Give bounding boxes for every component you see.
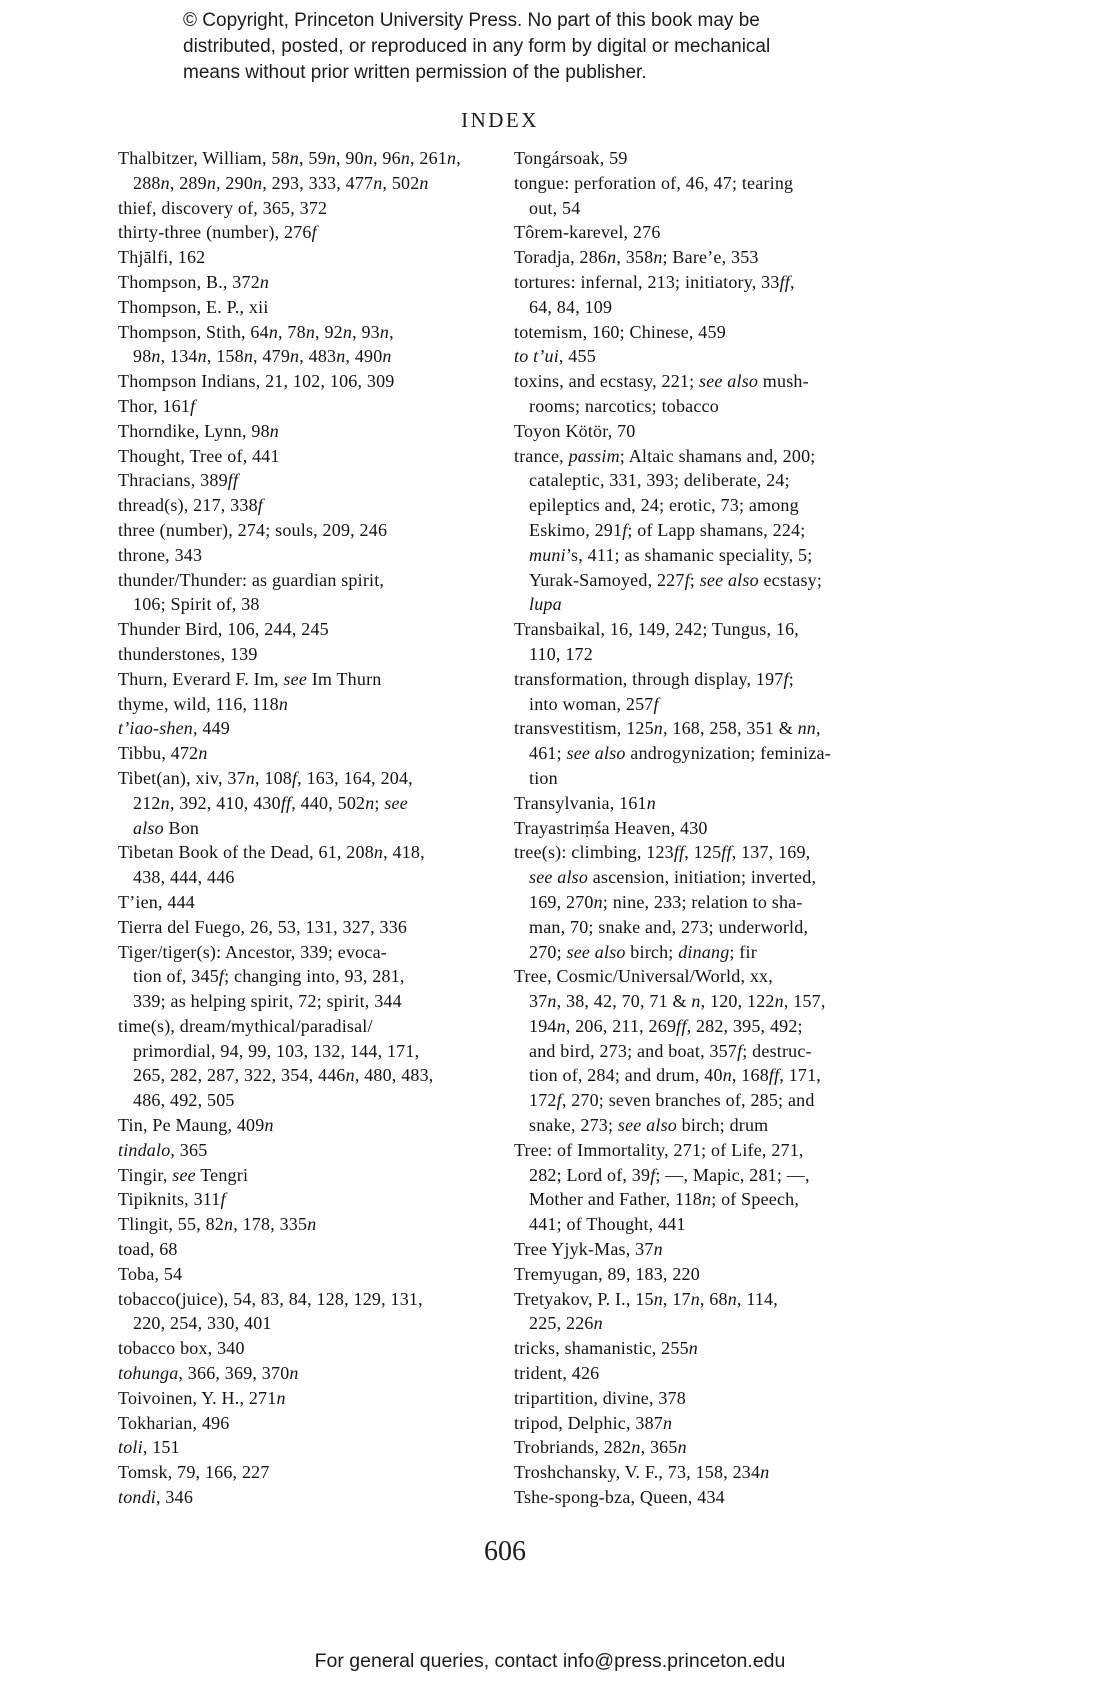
index-entry-line: man, 70; snake and, 273; underworld, <box>529 916 809 937</box>
index-entry <box>118 444 500 469</box>
index-entry-line: lupa <box>529 594 562 615</box>
index-entry <box>118 1138 500 1163</box>
index-entry <box>118 1361 500 1386</box>
index-entry-line: tricks, shamanistic, 255n <box>514 1338 698 1359</box>
index-entry-line: 339; as helping spirit, 72; spirit, 344 <box>133 991 402 1012</box>
index-entry <box>118 146 500 196</box>
index-entry <box>118 617 500 642</box>
index-columns <box>118 146 918 1510</box>
index-entry-line: 212n, 392, 410, 430ff, 440, 502n; see <box>133 792 408 813</box>
index-entry-line: Tibetan Book of the Dead, 61, 208n, 418, <box>118 842 425 863</box>
index-entry <box>118 890 500 915</box>
index-entry <box>118 766 500 840</box>
index-entry-line: throne, 343 <box>118 544 203 565</box>
index-entry <box>514 1411 918 1436</box>
index-entry-line: Thorndike, Lynn, 98n <box>118 420 279 441</box>
index-entry-line: Tongársoak, 59 <box>514 148 628 168</box>
index-entry <box>514 245 918 270</box>
index-entry <box>118 295 500 320</box>
index-entry-line: thirty-three (number), 276f <box>118 222 317 243</box>
index-entry-line: Mother and Father, 118n; of Speech, <box>529 1189 800 1210</box>
index-entry-line: Trobriands, 282n, 365n <box>514 1437 687 1458</box>
index-entry-line: Thracians, 389ff <box>118 470 239 491</box>
index-entry-line: Toradja, 286n, 358n; Bare’e, 353 <box>514 247 759 268</box>
index-entry-line: Transbaikal, 16, 149, 242; Tungus, 16, <box>514 619 799 640</box>
index-entry <box>514 1138 918 1237</box>
index-entry-line: 172f, 270; seven branches of, 285; and <box>529 1090 815 1111</box>
index-entry-line: Tokharian, 496 <box>118 1412 230 1433</box>
index-entry <box>118 1237 500 1262</box>
copyright-line-3: means without prior written permission of the publisher. <box>183 62 647 83</box>
index-entry-line: tobacco box, 340 <box>118 1338 245 1359</box>
index-entry-line: 270; see also birch; dinang; fir <box>529 941 757 962</box>
index-entry-line: see also ascension, initiation; inverted, <box>529 867 817 888</box>
index-entry <box>118 840 500 890</box>
index-entry-line: 265, 282, 287, 322, 354, 446n, 480, 483, <box>133 1065 434 1086</box>
index-entry-line: Tôrem-karevel, 276 <box>514 222 661 243</box>
index-entry-line: toxins, and ecstasy, 221; see also mush- <box>514 371 809 392</box>
index-entry-line: Tibet(an), xiv, 37n, 108f, 163, 164, 204, <box>118 767 413 788</box>
index-entry <box>514 964 918 1138</box>
index-entry-line: Yurak-Samoyed, 227f; see also ecstasy; <box>529 569 823 590</box>
index-entry-line: out, 54 <box>529 197 581 218</box>
index-entry <box>118 1287 500 1337</box>
index-entry-line: Tlingit, 55, 82n, 178, 335n <box>118 1214 317 1235</box>
index-entry <box>514 840 918 964</box>
index-entry-line: 106; Spirit of, 38 <box>133 594 260 615</box>
index-entry-line: 169, 270n; nine, 233; relation to sha- <box>529 891 803 912</box>
index-entry-line: 98n, 134n, 158n, 479n, 483n, 490n <box>133 346 392 367</box>
index-entry <box>514 791 918 816</box>
index-entry-line: tion of, 345f; changing into, 93, 281, <box>133 966 405 987</box>
index-entry <box>118 220 500 245</box>
index-entry <box>514 1435 918 1460</box>
index-entry-line: Thurn, Everard F. Im, see Im Thurn <box>118 668 382 689</box>
index-entry-line: transvestitism, 125n, 168, 258, 351 & nn, <box>514 718 821 739</box>
index-entry <box>514 171 918 221</box>
index-entry <box>118 419 500 444</box>
index-entry <box>118 741 500 766</box>
index-entry-line: 64, 84, 109 <box>529 296 613 317</box>
index-entry-line: Tree: of Immortality, 271; of Life, 271, <box>514 1139 804 1160</box>
index-entry-line: Tipiknits, 311f <box>118 1189 226 1210</box>
index-entry <box>514 1485 918 1510</box>
index-entry-line: trident, 426 <box>514 1363 600 1384</box>
index-entry-line: Tremyugan, 89, 183, 220 <box>514 1263 700 1284</box>
index-entry-line: 486, 492, 505 <box>133 1090 235 1111</box>
index-entry-line: 37n, 38, 42, 70, 71 & n, 120, 122n, 157, <box>529 991 826 1012</box>
index-entry-line: Thunder Bird, 106, 244, 245 <box>118 619 329 640</box>
index-entry <box>118 320 500 370</box>
index-entry <box>118 1411 500 1436</box>
index-entry-line: Transylvania, 161n <box>514 792 656 813</box>
index-entry-line: Thompson Indians, 21, 102, 106, 309 <box>118 371 395 392</box>
index-entry-line: tindalo, 365 <box>118 1139 208 1160</box>
index-entry-line: 441; of Thought, 441 <box>529 1214 686 1235</box>
index-entry <box>118 468 500 493</box>
index-entry <box>514 667 918 717</box>
index-entry-line: into woman, 257f <box>529 693 659 714</box>
index-entry-line: Tomsk, 79, 166, 227 <box>118 1462 270 1483</box>
index-entry <box>118 196 500 221</box>
index-entry <box>118 667 500 692</box>
index-entry-line: toad, 68 <box>118 1239 178 1260</box>
index-entry <box>514 1460 918 1485</box>
index-entry <box>118 1014 500 1113</box>
index-entry-line: to t’ui, 455 <box>514 346 596 367</box>
index-entry-line: 194n, 206, 211, 269ff, 282, 395, 492; <box>529 1015 803 1036</box>
index-entry-line: Thalbitzer, William, 58n, 59n, 90n, 96n, 261n, <box>118 148 461 168</box>
index-entry-line: thief, discovery of, 365, 372 <box>118 197 328 218</box>
index-entry-line: and bird, 273; and boat, 357f; destruc- <box>529 1040 812 1061</box>
index-entry <box>118 518 500 543</box>
index-entry-line: thunder/Thunder: as guardian spirit, <box>118 569 385 590</box>
index-entry-line: Troshchansky, V. F., 73, 158, 234n <box>514 1462 770 1483</box>
index-entry <box>118 394 500 419</box>
index-entry-line: thread(s), 217, 338f <box>118 495 263 516</box>
index-entry-line: tripartition, divine, 378 <box>514 1387 686 1408</box>
index-entry-line: tion of, 284; and drum, 40n, 168ff, 171, <box>529 1065 821 1086</box>
index-entry <box>514 617 918 667</box>
index-entry-line: tripod, Delphic, 387n <box>514 1412 673 1433</box>
index-entry-line: time(s), dream/mythical/paradisal/ <box>118 1015 373 1036</box>
index-entry-line: thunderstones, 139 <box>118 643 258 664</box>
footer-contact: For general queries, contact info@press.princeton.edu <box>314 1650 786 1672</box>
index-entry-line: T’ien, 444 <box>118 891 195 912</box>
index-entry-line: also Bon <box>133 817 200 838</box>
index-entry <box>514 146 918 171</box>
index-entry-line: muni’s, 411; as shamanic speciality, 5; <box>529 544 813 565</box>
index-entry-line: Thompson, B., 372n <box>118 271 270 292</box>
index-entry-line: tondi, 346 <box>118 1487 194 1508</box>
index-entry-line: transformation, through display, 197f; <box>514 668 794 689</box>
index-entry <box>514 444 918 618</box>
index-entry-line: totemism, 160; Chinese, 459 <box>514 321 726 342</box>
index-entry-line: Toba, 54 <box>118 1263 183 1284</box>
index-entry <box>118 1435 500 1460</box>
index-entry-line: rooms; narcotics; tobacco <box>529 395 719 416</box>
index-column-left <box>118 146 500 1510</box>
index-entry-line: toli, 151 <box>118 1437 180 1458</box>
index-entry-line: Tretyakov, P. I., 15n, 17n, 68n, 114, <box>514 1288 778 1309</box>
index-entry-line: Tingir, see Tengri <box>118 1164 249 1185</box>
index-entry-line: Trayastriṃśa Heaven, 430 <box>514 817 708 838</box>
index-entry <box>514 344 918 369</box>
index-entry-line: Eskimo, 291f; of Lapp shamans, 224; <box>529 519 806 540</box>
index-entry <box>118 1212 500 1237</box>
index-entry <box>118 1113 500 1138</box>
index-entry <box>118 1460 500 1485</box>
index-entry <box>514 1386 918 1411</box>
index-entry-line: trance, passim; Altaic shamans and, 200; <box>514 445 816 466</box>
index-entry <box>118 568 500 618</box>
index-entry-line: Thompson, Stith, 64n, 78n, 92n, 93n, <box>118 321 394 342</box>
index-entry <box>514 1287 918 1337</box>
index-entry-line: t’iao-shen, 449 <box>118 718 230 739</box>
index-entry-line: Tiger/tiger(s): Ancestor, 339; evoca- <box>118 941 387 962</box>
index-entry-line: cataleptic, 331, 393; deliberate, 24; <box>529 470 790 491</box>
index-entry <box>118 1336 500 1361</box>
copyright-line-2: distributed, posted, or reproduced in any form by digital or mechanical <box>183 36 771 57</box>
index-entry-line: Thor, 161f <box>118 395 196 416</box>
index-entry-line: tortures: infernal, 213; initiatory, 33ff, <box>514 271 795 292</box>
index-entry <box>118 1163 500 1188</box>
index-entry-line: tobacco(juice), 54, 83, 84, 128, 129, 131, <box>118 1288 423 1309</box>
index-entry-line: tion <box>529 767 558 788</box>
page-title: INDEX <box>461 108 539 132</box>
index-entry <box>514 369 918 419</box>
index-entry-line: Tree Yjyk-Mas, 37n <box>514 1239 663 1260</box>
index-entry-line: 220, 254, 330, 401 <box>133 1313 272 1334</box>
index-entry-line: three (number), 274; souls, 209, 246 <box>118 519 388 540</box>
index-entry-line: Thjālfi, 162 <box>118 247 206 268</box>
index-entry <box>514 816 918 841</box>
index-entry <box>118 1485 500 1510</box>
index-entry <box>118 940 500 1014</box>
index-entry <box>514 270 918 320</box>
index-entry-line: Thompson, E. P., xii <box>118 296 269 317</box>
index-entry-line: 282; Lord of, 39f; —, Mapic, 281; —, <box>529 1164 810 1185</box>
index-entry <box>118 1386 500 1411</box>
index-entry-line: tree(s): climbing, 123ff, 125ff, 137, 169, <box>514 842 811 863</box>
index-entry <box>118 1187 500 1212</box>
index-entry-line: Tree, Cosmic/Universal/World, xx, <box>514 966 773 987</box>
copyright-line-1: © Copyright, Princeton University Press. No part of this book may be <box>183 10 760 31</box>
index-entry-line: Tin, Pe Maung, 409n <box>118 1115 274 1136</box>
index-entry-line: snake, 273; see also birch; drum <box>529 1115 769 1136</box>
index-entry <box>118 642 500 667</box>
index-entry <box>118 543 500 568</box>
index-entry-line: 110, 172 <box>529 643 593 664</box>
index-entry-line: thyme, wild, 116, 118n <box>118 693 289 714</box>
index-entry-line: Tibbu, 472n <box>118 743 208 764</box>
index-entry-line: tongue: perforation of, 46, 47; tearing <box>514 172 794 193</box>
index-entry-line: tohunga, 366, 369, 370n <box>118 1363 299 1384</box>
index-entry-line: Toyon Kötör, 70 <box>514 420 636 441</box>
index-entry <box>118 493 500 518</box>
index-entry-line: Tshe-spong-bza, Queen, 434 <box>514 1487 725 1508</box>
index-entry-line: 225, 226n <box>529 1313 603 1334</box>
index-entry-line: Thought, Tree of, 441 <box>118 445 280 466</box>
index-entry <box>118 369 500 394</box>
index-entry <box>118 915 500 940</box>
index-entry <box>514 1336 918 1361</box>
index-entry-line: Tierra del Fuego, 26, 53, 131, 327, 336 <box>118 916 408 937</box>
index-entry <box>118 692 500 717</box>
index-entry <box>514 716 918 790</box>
index-entry <box>514 1361 918 1386</box>
index-entry <box>514 1237 918 1262</box>
index-entry <box>118 270 500 295</box>
index-entry-line: epileptics and, 24; erotic, 73; among <box>529 495 799 516</box>
index-entry-line: Toivoinen, Y. H., 271n <box>118 1387 286 1408</box>
index-entry <box>118 716 500 741</box>
index-entry-line: 461; see also androgynization; feminiza- <box>529 743 831 764</box>
index-entry <box>514 1262 918 1287</box>
index-entry <box>118 1262 500 1287</box>
index-entry <box>514 220 918 245</box>
page-number: 606 <box>484 1536 526 1567</box>
index-entry-line: primordial, 94, 99, 103, 132, 144, 171, <box>133 1040 420 1061</box>
index-column-right <box>514 146 918 1510</box>
index-entry <box>514 320 918 345</box>
index-entry <box>514 419 918 444</box>
index-entry <box>118 245 500 270</box>
index-entry-line: 288n, 289n, 290n, 293, 333, 477n, 502n <box>133 172 429 193</box>
index-entry-line: 438, 444, 446 <box>133 867 235 888</box>
copyright-notice <box>183 8 770 86</box>
